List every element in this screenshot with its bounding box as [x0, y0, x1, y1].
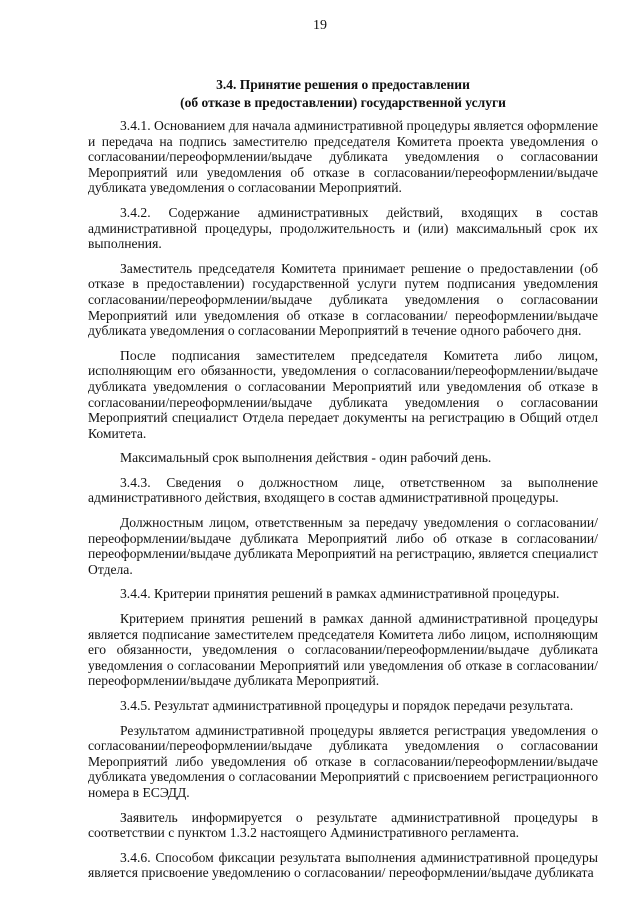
- document-body: [88, 118, 598, 890]
- paragraph-after-signing: После подписания заместителем председателя Комитета либо лицом, исполняющим его обязанности, уведомления о согласовании/переоформлении/выдаче дубликата уведомления о согласовании Мероприятий или уведомления об отказе в согласовании/переоформлении/выдаче дубликата уведомления о согласовании Мероприятий специалист Отдела передает документы на регистрацию в Общий отдел Комитета.: [88, 347, 598, 441]
- paragraph-3-4-2: 3.4.2. Содержание административных действий, входящих в состав административной процедуры, продолжительность и (или) максимальный срок их выполнения.: [88, 204, 598, 252]
- paragraph-3-4-4: 3.4.4. Критерии принятия решений в рамках административной процедуры.: [120, 586, 560, 602]
- paragraph-3-4-1: 3.4.1. Основанием для начала административной процедуры является оформление и передача на подпись заместителю председателя Комитета проекта уведомления о согласовании/переоформлении/выдаче дубликата уведомления о согласовании Мероприятий или уведомления об отказе в согласовании/переоформлении/выдаче дубликата уведомления о согласовании Мероприятий.: [88, 118, 598, 196]
- paragraph-decision-criteria: Критерием принятия решений в рамках данной административной процедуры является подписание заместителем председателя Комитета либо лицом, исполняющим его обязанности, уведомления о согласовании/переоформлении/выдаче дубликата уведомления о согласовании Мероприятий или уведомления об отказе в согласовании/переоформлении/выдаче дубликата Мероприятий.: [88, 611, 598, 689]
- paragraph-3-4-5: 3.4.5. Результат административной процедуры и порядок передачи результата.: [120, 698, 574, 713]
- section-heading-line-1: 3.4. Принятие решения о предоставлении: [216, 77, 470, 92]
- paragraph-3-4-6: 3.4.6. Способом фиксации результата выполнения административной процедуры является присвоение уведомлению о согласовании/ переоформлении/выдаче дубликата: [88, 849, 598, 881]
- paragraph-applicant-informed: Заявитель информируется о результате административной процедуры в соответствии с пунктом 1.3.2 настоящего Административного регламента.: [88, 809, 598, 841]
- section-heading-line-2: (об отказе в предоставлении) государственной услуги: [180, 95, 506, 110]
- section-heading: [88, 76, 598, 112]
- paragraph-max-term: Максимальный срок выполнения действия - один рабочий день.: [120, 450, 492, 466]
- page-number: 19: [313, 18, 327, 33]
- paragraph-result: Результатом административной процедуры является регистрация уведомления о согласовании/переоформлении/выдаче дубликата уведомления о согласовании Мероприятий либо уведомления об отказе в согласовании/переоформлении/выдаче дубликата уведомления о согласовании Мероприятий с присвоением регистрационного номера в ЕСЭДД.: [88, 722, 598, 800]
- paragraph-responsible-official: Должностным лицом, ответственным за передачу уведомления о согласовании/ переоформлении/выдаче дубликата Мероприятий либо об отказе в согласовании/ переоформлении/выдаче дубликата Мероприятий на регистрацию, является специалист Отдела.: [88, 515, 598, 577]
- paragraph-3-4-3: 3.4.3. Сведения о должностном лице, ответственном за выполнение административного действия, входящего в состав административной процедуры.: [88, 474, 598, 506]
- paragraph-decision: Заместитель председателя Комитета принимает решение о предоставлении (об отказе в предоставлении) государственной услуги путем подписания уведомления согласовании/переоформлении/выдаче дубликата уведомления о согласовании Мероприятий или уведомления об отказе в согласовании/ переоформлении/выдаче дубликата уведомления о согласовании Мероприятий в течение одного рабочего дня.: [88, 260, 598, 339]
